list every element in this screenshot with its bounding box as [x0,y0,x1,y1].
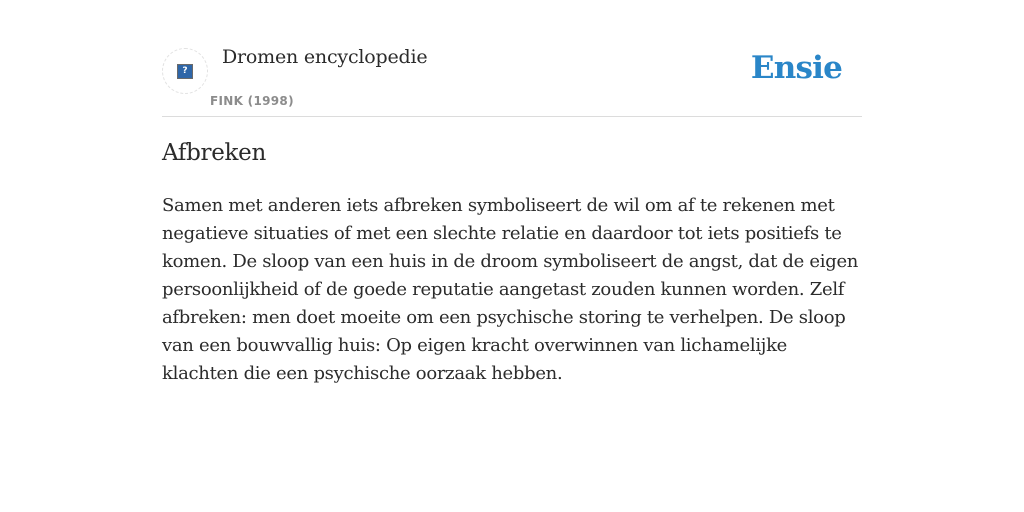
brand-logo-link[interactable]: Ensie [750,50,842,86]
source-thumbnail[interactable] [162,48,208,94]
broken-image-icon: ? [177,64,193,79]
entry-body: Samen met anderen iets afbreken symboliseert de wil om af te rekenen met negatieve situaties of met een slechte relatie en daardoor tot iets positiefs te komen. De sloop van een huis in de droom symboliseert de angst, dat de eigen persoonlijkheid of de goede reputatie aangetast zouden kunnen worden. Zelf afbreken: men doet moeite om een psychische storing te verhelpen. De sloop van een bouwvallig huis: Op eigen kracht overwinnen van lichamelijke klachten die een psychische oorzaak hebben. [162,195,859,384]
source-header [162,44,862,117]
source-subtitle: FINK (1998) [210,94,294,108]
entry-title: Afbreken [162,140,267,166]
source-title[interactable]: Dromen encyclopedie [222,46,428,68]
